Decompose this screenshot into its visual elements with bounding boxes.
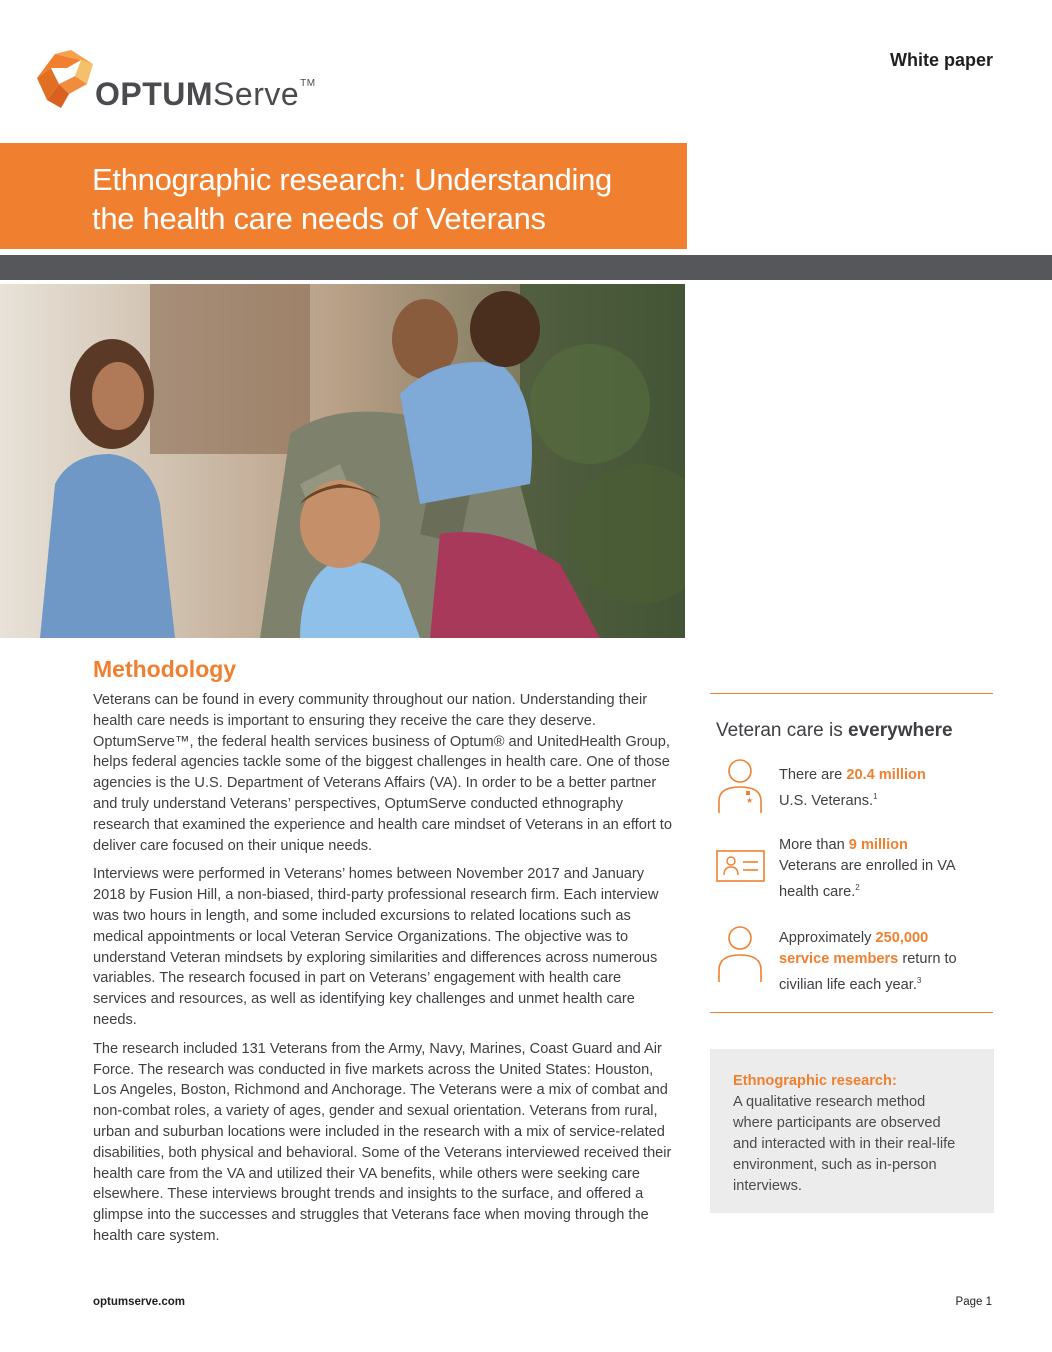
family-reunion-illustration [0, 284, 685, 638]
methodology-heading: Methodology [93, 656, 237, 682]
stat-2-pre: More than [779, 837, 845, 853]
stat-1-highlight: 20.4 million [846, 767, 926, 783]
title-line-1: Ethnographic research: Understanding [92, 162, 612, 197]
stats-title-prefix: Veteran care is [716, 720, 843, 741]
stat-2-highlight: 9 million [848, 837, 908, 853]
stat-2-footnote: 2 [855, 883, 860, 892]
title-line-2: the health care needs of Veterans [92, 201, 546, 236]
document-type: White paper [889, 50, 993, 70]
stat-va-enrolled [779, 835, 979, 903]
person-icon [716, 924, 764, 984]
stat-2-post: Veterans are enrolled in VA health care. [779, 858, 955, 900]
stats-title-emphasis: everywhere [848, 720, 953, 741]
footer-url[interactable]: optumserve.com [93, 1296, 186, 1308]
id-card-icon [716, 849, 766, 883]
svg-text:★: ★ [746, 796, 754, 805]
stat-3-footnote: 3 [916, 976, 922, 985]
veteran-person-icon [716, 757, 764, 815]
definition-title: Ethnographic research: [733, 1073, 897, 1089]
hero-photo [0, 284, 685, 638]
stats-title [716, 720, 953, 742]
methodology-paragraph-1: Veterans can be found in every community throughout our nation. Understanding their health care needs is important to ensuring they receive the care they deserve. OptumServe™, the federal health services business of Optum® and UnitedHealth Group, helps federal agencies tackle some of the biggest challenges in health care. One of those agencies is the U.S. Department of Veterans Affairs (VA). In order to be a better partner and truly understand Veterans’ perspectives, OptumServe conducted ethnography research that examined the experience and health care mindset of Veterans in an effort to deliver care focused on their unique needs. [93, 692, 672, 854]
optum-logo-icon [33, 50, 103, 110]
divider-bar [0, 255, 1052, 280]
definition-text: A qualitative research method where participants are observed and interacted with in their real-life environment, such as in-person interviews. [733, 1094, 956, 1194]
logo-wordmark [95, 76, 316, 113]
title-banner [0, 143, 687, 249]
stat-1-footnote: 1 [873, 792, 878, 801]
logo-trademark: TM [300, 78, 316, 89]
logo-primary: OPTUM [95, 76, 214, 112]
stat-3-post: return to civilian life each year. [779, 951, 957, 993]
stats-bottom-rule [710, 1012, 993, 1013]
stat-3-highlight: 250,000 service members [779, 930, 929, 967]
methodology-body [93, 690, 673, 1255]
stats-top-rule [710, 693, 993, 694]
stat-service-members [779, 928, 979, 996]
stat-1-post: U.S. Veterans. [779, 792, 874, 809]
logo-secondary: Serve [213, 76, 300, 112]
stat-veterans-total [779, 765, 979, 812]
stat-3-pre: Approximately [779, 930, 872, 946]
stat-1-pre: There are [779, 767, 843, 783]
methodology-paragraph-2: Interviews were performed in Veterans’ homes between November 2017 and January 2018 by Fusion Hill, a non-biased, third-party professional research firm. Each interview was two hours in length, and some included excursions to related locations such as medical appointments or local Veteran Service Organizations. The objective was to understand Veteran mindsets by exploring similarities and differences across numerous variables. The research focused in part on Veterans’ engagement with health care services and resources, as well as identifying key challenges and unmet health care needs. [93, 866, 659, 1028]
definition-callout [710, 1049, 994, 1213]
page-number: Page 1 [955, 1296, 992, 1308]
methodology-paragraph-3: The research included 131 Veterans from the Army, Navy, Marines, Coast Guard and Air Force. The research was conducted in five markets across the United States: Houston, Los Angeles, Boston, Richmond and Anchorage. The Veterans were a mix of combat and non-combat roles, a variety of ages, gender and sexual orientation. Veterans from rural, urban and suburban locations were included in the research with a mix of service-related disabilities, both physical and behavioral. Some of the Veterans interviewed received their health care from the VA and utilized their VA benefits, while others were seeking care elsewhere. These interviews brought trends and insights to the surface, and offered a glimpse into the successes and struggles that Veterans face when moving through the health care system. [93, 1040, 672, 1244]
page-title [92, 160, 672, 238]
optumserve-logo [33, 50, 333, 120]
